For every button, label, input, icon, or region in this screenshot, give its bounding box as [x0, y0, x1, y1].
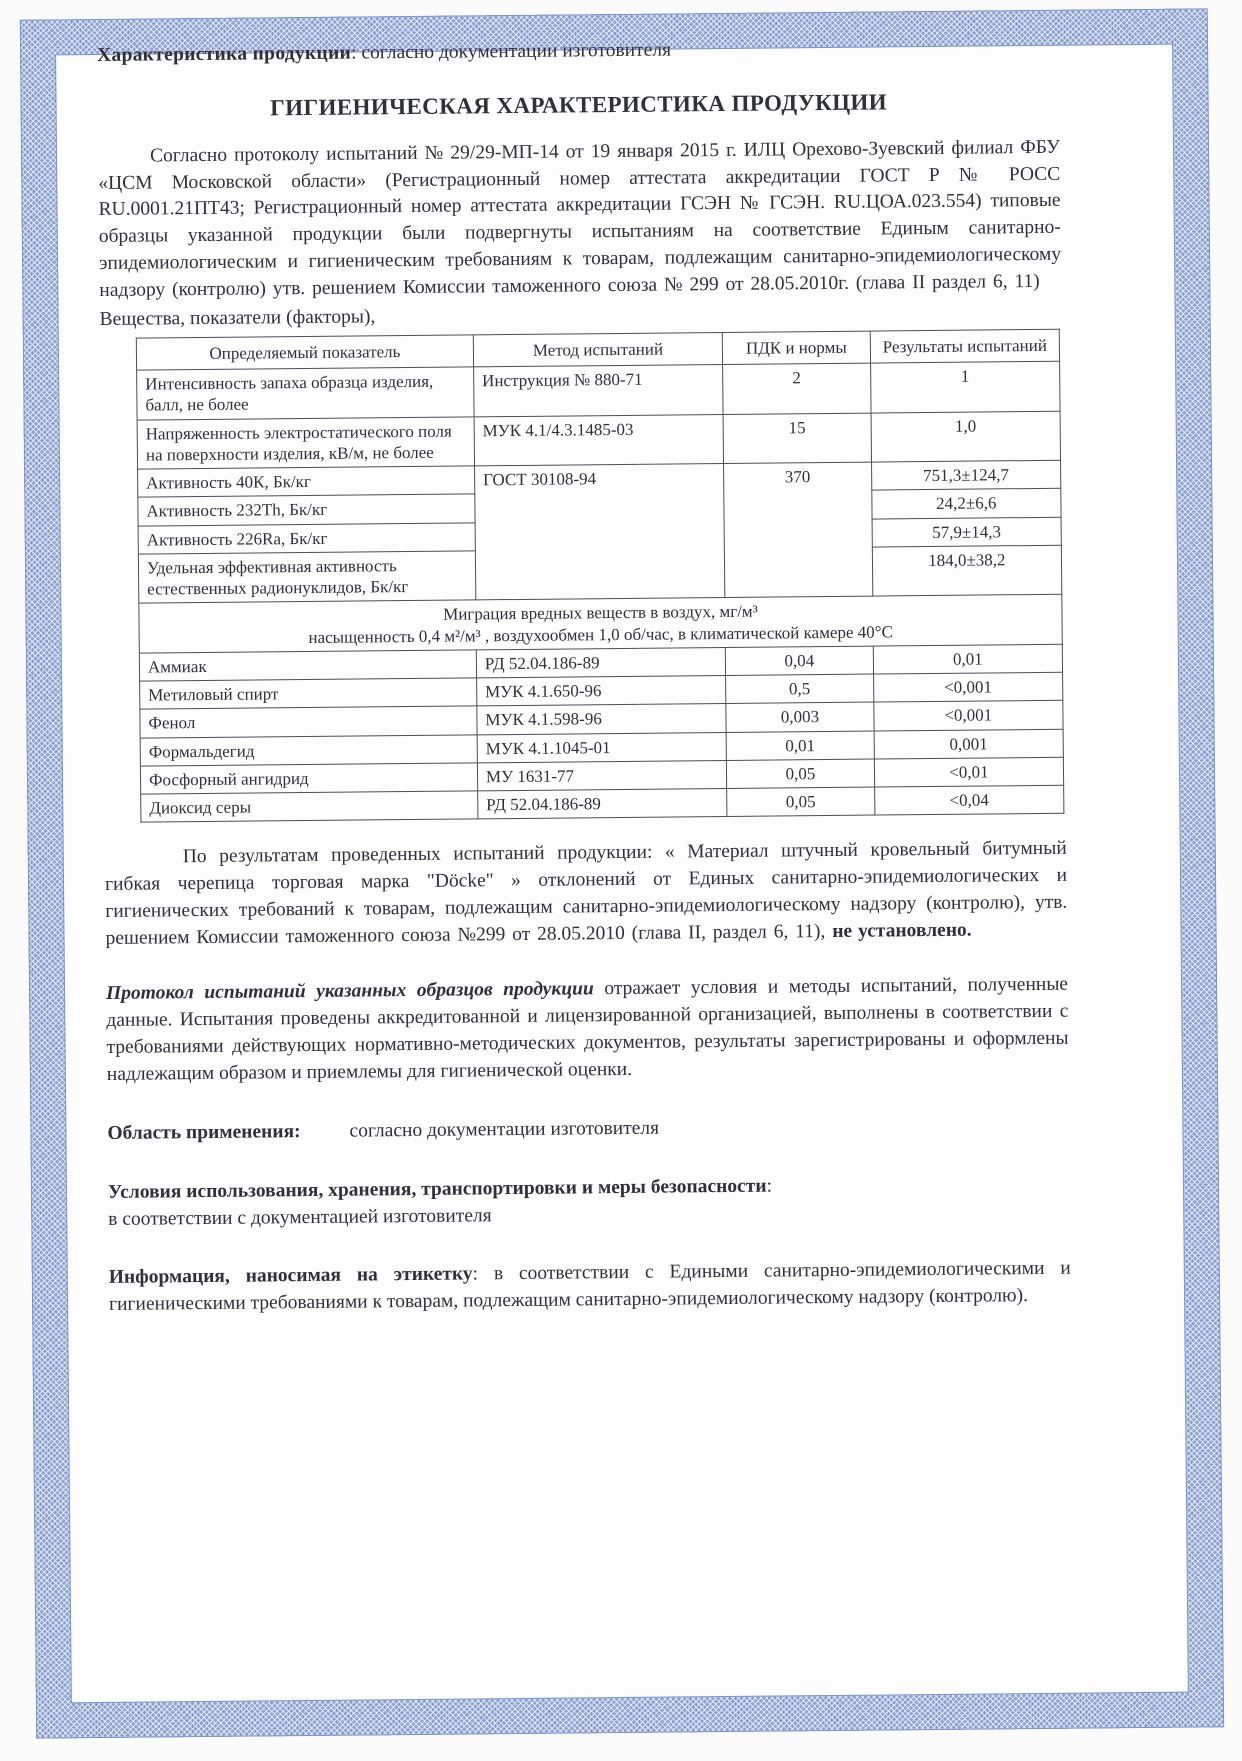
param-cell: Фосфорный ангидрид [140, 763, 477, 794]
param-cell: Напряженность электростатического поля на поверхности изделия, кВ/м, не более [137, 417, 474, 470]
migration-title-line1: Миграция вредных веществ в воздух, мг/м³ [443, 602, 758, 625]
result-cell: 0,001 [874, 729, 1063, 759]
norm-cell: 0,05 [726, 759, 874, 789]
method-cell: МУК 4.1.650-96 [476, 676, 725, 707]
result-cell: 184,0±38,2 [872, 545, 1062, 596]
result-cell: <0,01 [874, 757, 1063, 787]
norm-cell: 15 [723, 413, 871, 464]
label-info-label: Информация, наносимая на этикетку [108, 1263, 473, 1289]
param-cell: Удельная эффективная активность естественных радионуклидов, Бк/кг [138, 551, 475, 604]
method-cell: РД 52.04.186-89 [478, 789, 727, 820]
column-header-norm: ПДК и нормы [722, 331, 870, 365]
result-cell: <0,04 [874, 785, 1063, 815]
migration-header-cell [139, 595, 1062, 653]
method-cell: РД 52.04.186-89 [476, 647, 725, 678]
method-cell: ГОСТ 30108-94 [474, 464, 724, 601]
param-cell: Активность 40К, Бк/кг [138, 466, 475, 497]
param-cell: Диоксид серы [141, 791, 478, 822]
param-cell: Формальдегид [140, 735, 477, 766]
protocol-paragraph [106, 972, 1069, 1089]
conclusion-text: По результатам проведенных испытаний продукции: « Материал штучный кровельный битумный гибкая черепица торговая марка "Döcke" » отклонений от Единых санитарно-эпидемиологических и гигиенических требований к товарам, подлежащим санитарно-эпидемиологическому надзору (контролю), утв. решением Комиссии таможенного союза №299 от 28.05.2010 (глава II, раздел 6, 11), [104, 838, 1068, 950]
param-cell: Метиловый спирт [140, 678, 477, 709]
scope-value: согласно документации изготовителя [349, 1117, 660, 1142]
result-cell: 24,2±6,6 [872, 489, 1061, 519]
norm-cell: 0,05 [727, 787, 875, 817]
result-cell: 1,0 [871, 411, 1061, 462]
result-cell: 751,3±124,7 [871, 460, 1060, 490]
product-characteristic-value: : согласно документации изготовителя [351, 39, 672, 64]
column-header-parameter: Определяемый показатель [136, 335, 473, 370]
table-row [137, 362, 1060, 420]
usage-value: в соответствии с документацией изготовителя [108, 1204, 492, 1230]
test-results-table [136, 329, 1065, 823]
document-title: ГИГИЕНИЧЕСКАЯ ХАРАКТЕРИСТИКА ПРОДУКЦИИ [270, 89, 888, 121]
result-cell: <0,001 [873, 672, 1062, 702]
migration-header-row [139, 595, 1062, 653]
method-cell: МУ 1631-77 [477, 760, 726, 791]
norm-cell: 0,003 [726, 703, 874, 733]
method-cell: Инструкция № 880-71 [473, 365, 723, 417]
page-content [97, 34, 1071, 1319]
param-cell: Активность 232Th, Бк/кг [138, 494, 475, 525]
result-cell: 57,9±14,3 [872, 517, 1061, 547]
norm-cell: 0,01 [726, 731, 874, 761]
label-info-value: : в соответствии с Едиными санитарно-эпидемиологическими и гигиеническими требованиями к товарам, подлежащим санитарно-эпидемиологическому надзору (контролю). [108, 1258, 1071, 1316]
conclusion-verdict: не установлено. [832, 919, 972, 943]
norm-cell: 370 [724, 462, 873, 598]
param-cell: Интенсивность запаха образца изделия, балл, не более [137, 367, 474, 420]
result-cell: <0,001 [874, 701, 1063, 731]
usage-label: Условия использования, хранения, транспортировки и меры безопасности [107, 1175, 767, 1203]
usage-section [108, 1170, 1070, 1233]
intro-paragraph: Согласно протоколу испытаний № 29/29-МП-14 от 19 января 2015 г. ИЛЦ Орехово-Зуевский филиал ФБУ «ЦСМ Московской области» (Регистрационный номер аттестата аккредитации ГОСТ Р № РОСС RU.0001.21ПТ43; Регистрационный номер аттестата аккредитации ГСЭН № ГСЭН. RU.ЦОА.023.554) типовые образцы указанной продукции были подвергнуты испытаниям на соответствие Единым санитарно-эпидемиологическим и гигиеническим требованиям к товарам, подлежащим санитарно-эпидемиологическому надзору (контролю) утв. решением Комиссии таможенного союза № 299 от 28.05.2010г. (глава II раздел 6, 11) [98, 136, 1062, 302]
column-header-method: Метод испытаний [473, 332, 723, 367]
protocol-lead: Протокол испытаний указанных образцов продукции [105, 978, 594, 1005]
norm-cell: 2 [723, 363, 871, 414]
param-cell: Аммиак [139, 650, 476, 681]
table-row [137, 411, 1060, 469]
scope-section [107, 1111, 1069, 1147]
table-caption: Вещества, показатели (факторы), [99, 306, 376, 331]
label-info-section [109, 1256, 1071, 1319]
usage-colon: : [766, 1175, 773, 1197]
migration-title-line2: насыщенность 0,4 м²/м³ , воздухообмен 1,0 об/час, в климатической камере 40°С [308, 622, 893, 647]
result-cell: 1 [870, 362, 1060, 413]
method-cell: МУК 4.1/4.3.1485-03 [474, 414, 724, 466]
scope-label: Область применения: [107, 1120, 301, 1144]
result-cell: 0,01 [873, 644, 1062, 674]
norm-cell: 0,5 [726, 674, 874, 704]
method-cell: МУК 4.1.598-96 [477, 704, 726, 735]
method-cell: МУК 4.1.1045-01 [477, 732, 726, 763]
param-cell: Активность 226Ra, Бк/кг [138, 523, 475, 554]
product-characteristic-label: Характеристика продукции [96, 42, 352, 66]
param-cell: Фенол [140, 706, 477, 737]
protocol-text: отражает условия и методы испытаний, полученные данные. Испытания проведены аккредитованной и лицензированной организацией, выполнены в соответствии с требованиями действующих нормативно-методических документов, результаты зарегистрированы и оформлены надлежащим образом и приемлемы для гигиенической оценки. [106, 973, 1069, 1085]
conclusion-paragraph [105, 836, 1068, 953]
norm-cell: 0,04 [725, 646, 873, 676]
column-header-result: Результаты испытаний [870, 329, 1060, 363]
